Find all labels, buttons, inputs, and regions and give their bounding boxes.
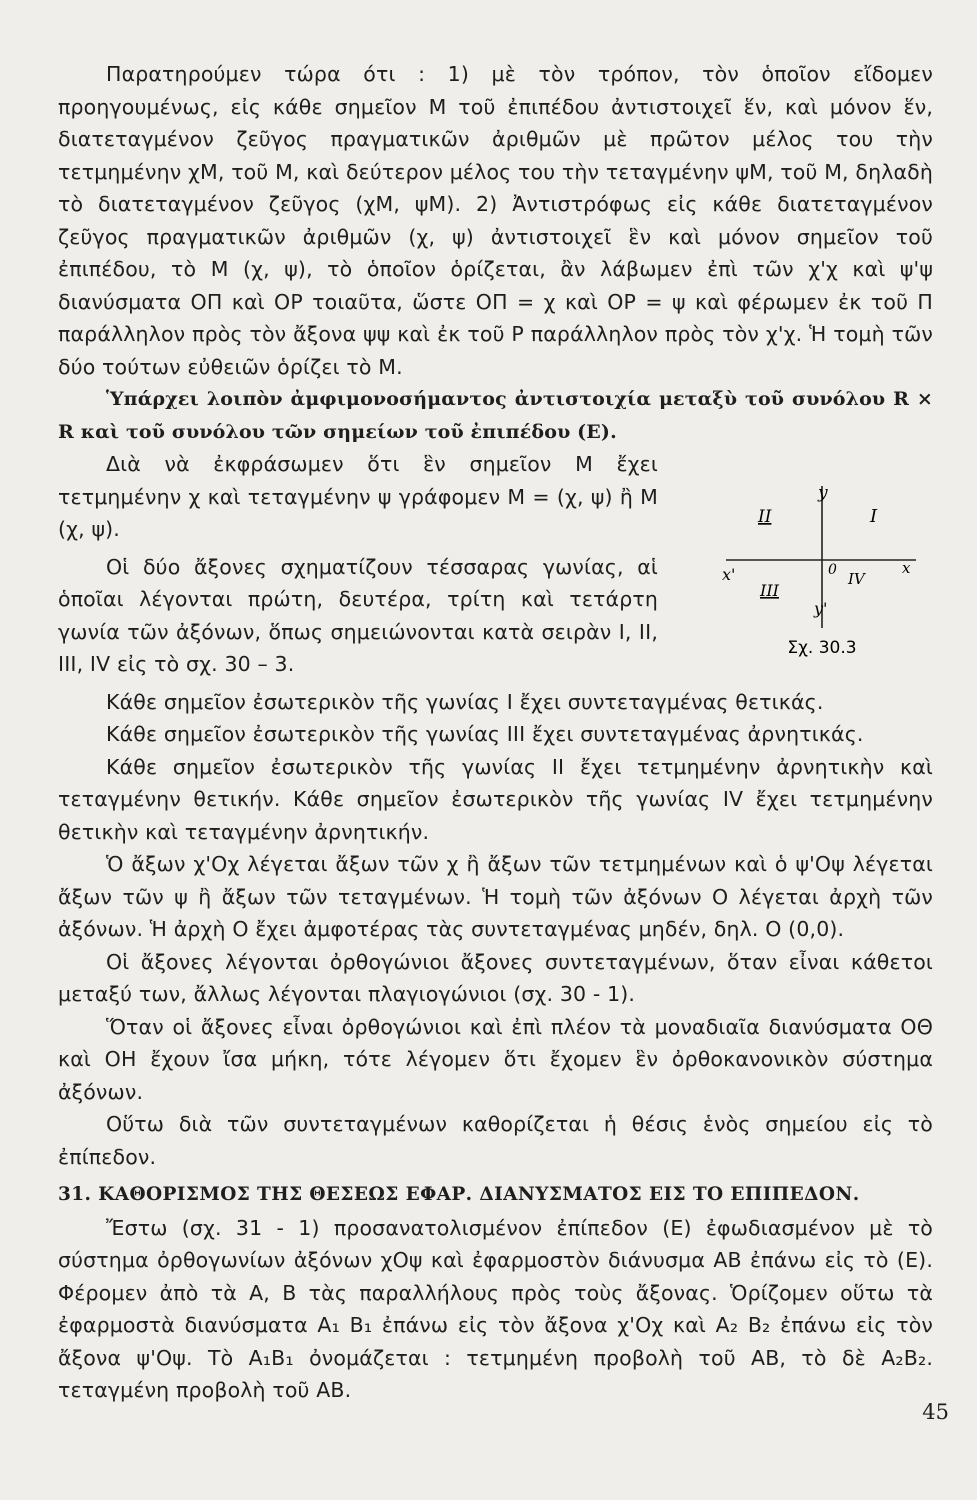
paragraph-vector-projection: Ἔστω (σχ. 31 - 1) προσανατολισμένον ἐπίπεδον (Ε) ἐφωδιασμένον μὲ τὸ σύστημα ὀρθογωνίων ἀξόνων χΟψ καὶ ἐφαρμοστὸν διάνυσμα ΑΒ ἐπάνω εἰς τὸ (Ε). Φέρομεν ἀπὸ τὰ Α, Β τὰς παραλλήλους πρὸς τοὺς ἄξονας. Ὁρίζομεν οὕτω τὰ ἐφαρμοστὰ διανύσματα Α₁ Β₁ ἐπάνω εἰς τὸν ἄξονα χ'Οχ καὶ Α₂ Β₂ ἐπάνω εἰς τὸν ἄξονα ψ'Οψ. Τὸ Α₁Β₁ ὀνομάζεται : τετμημένη προβολὴ τοῦ ΑΒ, τὸ δὲ Α₂Β₂. τεταγμένη προβολὴ τοῦ ΑΒ. [58,1215,933,1402]
paragraph-notation: Διὰ νὰ ἐκφράσωμεν ὅτι ἓν σημεῖον Μ ἔχει τετμημένην χ καὶ τεταγμένην ψ γράφομεν Μ = (χ, ψ) ἢ Μ (χ, ψ). [58,452,658,541]
x-axis-label: x [902,559,911,577]
text-column [58,58,933,1407]
figure-caption: Σχ. 30.3 [787,638,857,658]
axes-diagram [718,468,923,668]
paragraph-orthonormal: Ὅταν οἱ ἄξονες εἶναι ὀρθογώνιοι καὶ ἐπὶ πλέον τὰ μοναδιαῖα διανύσματα ΟΘ καὶ ΟΗ ἔχουν ἴσα μήκη, τότε λέγομεν ὅτι ἔχομεν ἓν ὀρθοκανονικὸν σύστημα ἀξόνων. [58,1014,933,1104]
paragraph-conclusion: Οὕτω διὰ τῶν συντεταγμένων καθορίζεται ἡ θέσις ἑνὸς σημείου εἰς τὸ ἐπίπεδον. [58,1112,933,1169]
quadrant-1-label: I [870,506,878,527]
paragraph-quadrant-1: Κάθε σημεῖον ἐσωτερικὸν τῆς γωνίας Ι ἔχει συντεταγμένας θετικάς. [106,689,824,714]
paragraph-quadrants: Οἱ δύο ἄξονες σχηματίζουν τέσσαρας γωνίας, αἱ ὁποῖαι λέγονται πρώτη, δευτέρα, τρίτη καὶ τετάρτη γωνία τῶν ἀξόνων, ὅπως σημειώνονται κατὰ σειρὰν Ι, ΙΙ, ΙΙΙ, ΙV εἰς τὸ σχ. 30 – 3. [58,554,658,676]
paragraph-quadrant-2-4: Κάθε σημεῖον ἐσωτερικὸν τῆς γωνίας ΙΙ ἔχει τετμημένην ἀρνητικὴν καὶ τεταγμένην θετικήν. Κάθε σημεῖον ἐσωτερικὸν τῆς γωνίας IV ἔχει τετμημένην θετικὴν καὶ τεταγμένην ἀρνητικήν. [58,754,933,844]
quadrant-2-label: II [758,507,772,527]
origin-label: 0 [828,562,837,578]
figure-axes-quadrants [718,468,923,668]
paragraph-observation: Παρατηρούμεν τώρα ότι : 1) μὲ τὸν τρόπον, τὸν ὁποῖον εἴδομεν προηγουμένως, εἰς κάθε σημεῖον Μ τοῦ ἐπιπέδου ἀντιστοιχεῖ ἕν, καὶ μόνον ἕν, διατεταγμένον ζεῦγος πραγματικῶν ἀριθμῶν μὲ πρῶτον μέλος του τὴν τετμημένην χΜ, τοῦ Μ, καὶ δεύτερον μέλος του τὴν τεταγμένην ψΜ, τοῦ Μ, δηλαδὴ τὸ διατεταγμένον ζεῦγος (χΜ, ψΜ). 2) Ἀντιστρόφως εἰς κάθε διατεταγμένον ζεῦγος πραγματικῶν ἀριθμῶν (χ, ψ) ἀντιστοιχεῖ ἓν καὶ μόνον σημεῖον τοῦ ἐπιπέδου, τὸ Μ (χ, ψ), τὸ ὁποῖον ὁρίζεται, ἂν λάβωμεν ἐπὶ τῶν χ'χ καὶ ψ'ψ διανύσματα ΟΠ καὶ ΟΡ τοιαῦτα, ὥστε ΟΠ = χ καὶ ΟΡ = ψ καὶ φέρωμεν ἐκ τοῦ Π παράλληλον πρὸς τὸν ἄξονα ψψ καὶ ἐκ τοῦ Ρ παράλληλον πρὸς τὸν χ'χ. Ἡ τομὴ τῶν δύο τούτων εὐθειῶν ὁρίζει τὸ Μ. [58,62,933,379]
figure-side-text [58,448,658,681]
paragraph-axis-names: Ὁ ἄξων χ'Οχ λέγεται ἄξων τῶν χ ἢ ἄξων τῶν τετμημένων καὶ ὁ ψ'Οψ λέγεται ἄξων τῶν ψ ἢ ἄξων τῶν τεταγμένων. Ἡ τομὴ τῶν ἀξόνων Ο λέγεται ἀρχὴ τῶν ἀξόνων. Ἡ ἀρχὴ Ο ἔχει ἀμφοτέρας τὰς συντεταγμένας μηδέν, δηλ. Ο (0,0). [58,852,933,941]
quadrant-4-label: IV [848,570,865,588]
paragraph-orthogonal: Οἱ ἄξονες λέγονται ὀρθογώνιοι ἄξονες συντεταγμένων, ὅταν εἶναι κάθετοι μεταξύ των, ἄλλως λέγονται πλαγιογώνιοι (σχ. 30 - 1). [58,949,933,1006]
y-axis-label: y [818,483,828,503]
quadrant-3-label: III [760,581,779,600]
section-heading-31: 31. ΚΑΘΟΡΙΣΜΟΣ ΤΗΣ ΘΕΣΕΩΣ ΕΦΑΡ. ΔΙΑΝΥΣΜΑΤΟΣ ΕΙΣ ΤΟ ΕΠΙΠΕΔΟΝ. [58,1184,860,1205]
x-prime-label: x' [722,565,736,584]
y-prime-label: y' [814,599,828,618]
paragraph-quadrant-3: Κάθε σημεῖον ἐσωτερικὸν τῆς γωνίας ΙΙΙ ἔχει συντεταγμένας ἀρνητικάς. [106,722,864,746]
page-number: 45 [922,1400,949,1424]
paragraph-correspondence: Ὑπάρχει λοιπὸν ἀμφιμονοσήμαντος ἀντιστοιχία μεταξὺ τοῦ συνόλου R × R καὶ τοῦ συνόλου τῶν σημείων τοῦ ἐπιπέδου (Ε). [58,388,933,443]
